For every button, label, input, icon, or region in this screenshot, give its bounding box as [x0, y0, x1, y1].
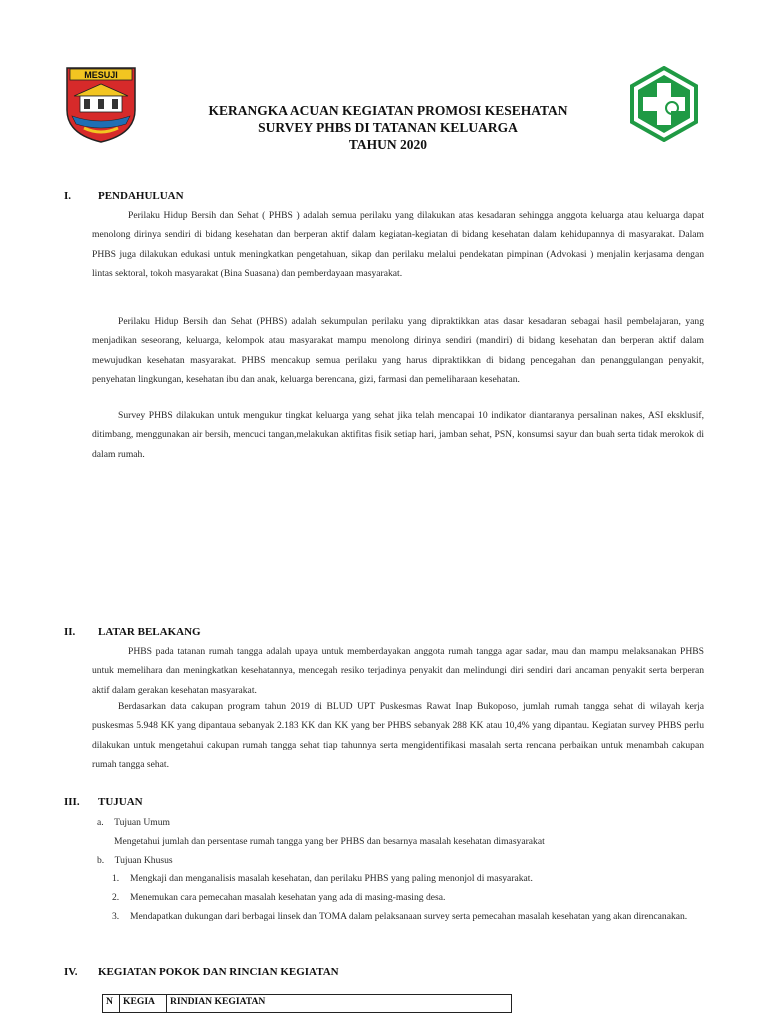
title-line-3: TAHUN 2020 — [348, 137, 428, 152]
tujuan-umum-title: Tujuan Umum — [114, 817, 170, 828]
section-2-paragraph-2: Berdasarkan data cakupan program tahun 2019 di BLUD UPT Puskesmas Rawat Inap Bukoposo, jumlah rumah tangga sehat di wilayah kerja puskesmas 5.948 KK yang dipantaua sebanyak 2.183 KK dan KK yang ber PHBS sebanyak 288 KK atau 10,4% yang dipantau. Kegiatan survey PHBS perlu dilakukan untuk mengetahui cakupan rumah tangga sehat tiap tahunnya serta mengidentifikasi masalah serta rencana perbaikan untuk menambah cakupan rumah tangga sehat. — [92, 701, 704, 770]
item-number: 3. — [112, 911, 120, 922]
table-header-row — [103, 995, 512, 1013]
item-text: Menemukan cara pemecahan masalah kesehatan yang ada di masing-masing desa. — [130, 892, 446, 903]
section-4-title: KEGIATAN POKOK DAN RINCIAN KEGIATAN — [98, 966, 339, 978]
tujuan-khusus-item — [112, 888, 692, 907]
section-1-paragraph-2: Perilaku Hidup Bersih dan Sehat (PHBS) adalah sekumpulan perilaku yang dipraktikkan atas dasar kesadaran sebagai hasil pembelajaran, yang menjadikan seseorang, keluarga, kelompok atau masyarakat mampu menolong dirinya sendiri (mandiri) di bidang kesehatan dan berperan aktif dalam mewujudkan kesehatan masyarakat. PHBS mencakup semua perilaku yang harus dipraktikkan di bidang pencegahan dan penanggulangan penyakit, penyehatan lingkungan, kesehatan ibu dan anak, keluarga berencana, gizi, farmasi dan pemeliharaan kesehatan. — [92, 316, 704, 385]
logo-left-text: MESUJI — [84, 70, 118, 80]
section-3-title: TUJUAN — [98, 796, 143, 808]
tujuan-umum-letter: a. — [97, 817, 104, 828]
puskesmas-logo — [628, 66, 700, 142]
section-1-number: I. — [64, 190, 72, 202]
table-header-cell: N — [103, 995, 120, 1013]
tujuan-khusus-title: Tujuan Khusus — [114, 855, 173, 866]
tujuan-umum-text: Mengetahui jumlah dan persentase rumah tangga yang ber PHBS dan besarnya masalah kesehatan dimasyarakat — [114, 836, 545, 847]
item-text: Mengkaji dan menganalisis masalah kesehatan, dan perilaku PHBS yang paling menonjol di masyarakat. — [130, 873, 533, 884]
tujuan-khusus-item — [112, 907, 692, 926]
item-text: Mendapatkan dukungan dari berbagai linsek dan TOMA dalam pelaksanaan survey serta pemecahan masalah kesehatan yang akan direncanakan. — [130, 911, 688, 922]
table-header-cell: RINDIAN KEGIATAN — [167, 995, 512, 1013]
title-line-2: SURVEY PHBS DI TATANAN KELUARGA — [258, 120, 518, 135]
tujuan-umum-label — [97, 815, 170, 830]
table-header-cell: KEGIA — [120, 995, 167, 1013]
section-3-number: III. — [64, 796, 80, 808]
tujuan-khusus-label — [97, 853, 173, 868]
section-4-number: IV. — [64, 966, 78, 978]
item-number: 1. — [112, 873, 120, 884]
tujuan-khusus-letter: b. — [97, 855, 105, 866]
section-2-number: II. — [64, 626, 76, 638]
document-title — [150, 102, 626, 153]
section-2-paragraph-1: PHBS pada tatanan rumah tangga adalah upaya untuk memberdayakan anggota rumah tangga agar sadar, mau dan mampu melaksanakan PHBS untuk memelihara dan meningkatkan kesehatannya, mencegah resiko terjadinya penyakit dan melindungi diri sendiri dari ancaman penyakit serta berperan aktif dalam gerakan kesehatan masyarakat. — [92, 646, 704, 696]
tujuan-khusus-item — [112, 869, 692, 888]
section-1-paragraph-3: Survey PHBS dilakukan untuk mengukur tingkat keluarga yang sehat jika telah mencapai 10 indikator diantaranya persalinan nakes, ASI eksklusif, ditimbang, menggunakan air bersih, mencuci tangan,melakukan aktifitas fisik setiap hari, jamban sehat, PSN, konsumsi sayur dan buah serta tidak merokok di dalam rumah. — [92, 410, 704, 460]
item-number: 2. — [112, 892, 120, 903]
section-1-title: PENDAHULUAN — [98, 190, 184, 202]
section-2-title: LATAR BELAKANG — [98, 626, 201, 638]
mesuji-emblem-logo — [64, 66, 138, 144]
kegiatan-table — [102, 994, 512, 1013]
section-1-paragraph-1: Perilaku Hidup Bersih dan Sehat ( PHBS ) adalah semua perilaku yang dilakukan atas kesadaran sehingga anggota keluarga atau keluarga dapat menolong dirinya sendiri di bidang kesehatan dan berperan aktif dalam kegiatan-kegiatan di bidang kesehatan dalam kehidupannya di masyarakat. Dalam PHBS juga dilakukan edukasi untuk meningkatkan pengetahuan, sikap dan perilaku melalui pendekatan pimpinan (Advokasi ) menjalin kerjasama dengan lintas sektoral, tokoh masyarakat (Bina Suasana) dan pemberdayaan masyarakat. — [92, 210, 704, 279]
title-line-1: KERANGKA ACUAN KEGIATAN PROMOSI KESEHATAN — [208, 103, 568, 118]
